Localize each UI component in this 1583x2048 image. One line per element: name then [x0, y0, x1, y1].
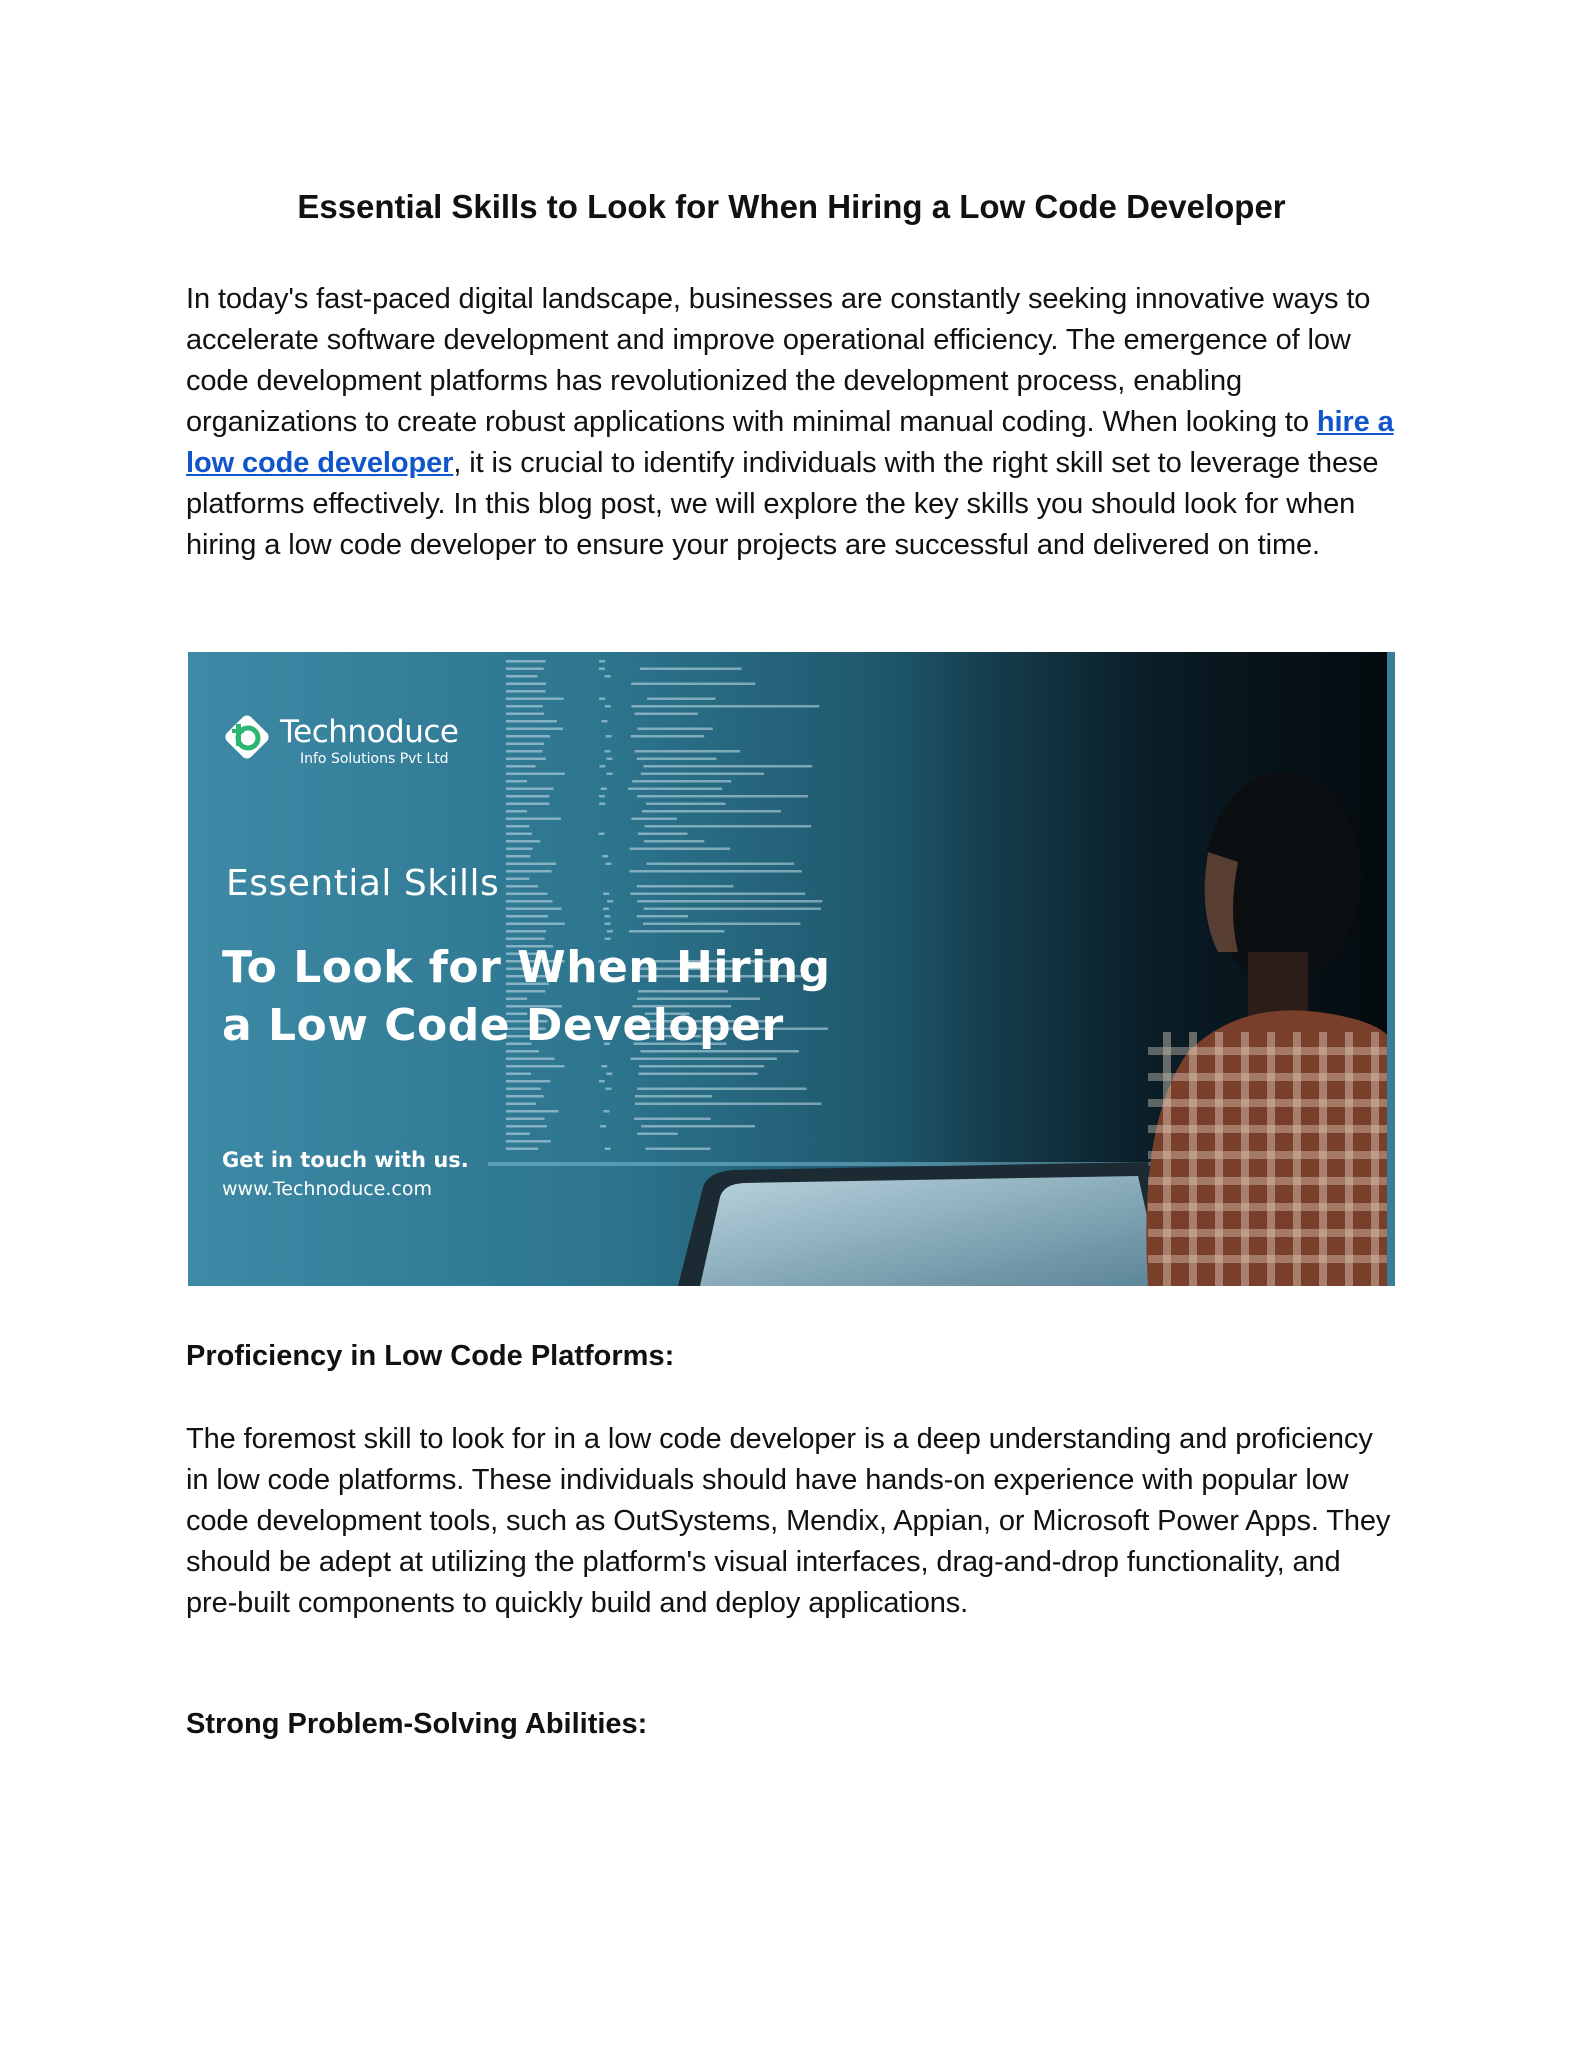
brand-subtitle: Info Solutions Pvt Ltd [300, 751, 449, 767]
section-heading-proficiency: Proficiency in Low Code Platforms: [186, 1340, 675, 1372]
intro-paragraph [186, 279, 1397, 566]
intro-text-before-link: In today's fast-paced digital landscape, businesses are constantly seeking innovative ways to accelerate software development and improve operational efficiency. The emergence of low code development platforms has revolutionized the development process, enabling organizations to create robust applications with minimal manual coding. When looking to [186, 283, 1371, 438]
section-body-proficiency: The foremost skill to look for in a low code developer is a deep understanding and proficiency in low code platforms. These individuals should have hands-on experience with popular low code development tools, such as OutSystems, Mendix, Appian, or Microsoft Power Apps. They should be adept at utilizing the platform's visual interfaces, drag-and-drop functionality, and pre-built components to quickly build and deploy applications. [186, 1423, 1391, 1619]
banner-cta: Get in touch with us. [222, 1148, 469, 1172]
technoduce-logo-icon [222, 712, 272, 762]
banner-headline-line3: a Low Code Developer [222, 1000, 784, 1051]
banner-headline [222, 939, 831, 1055]
banner-headline-line1: Essential Skills [226, 863, 500, 904]
section-heading-problem-solving: Strong Problem-Solving Abilities: [186, 1708, 648, 1740]
brand-name: Technoduce [280, 714, 459, 750]
intro-text-after-link: , it is crucial to identify individuals with the right skill set to leverage these platforms effectively. In this blog post, we will explore the key skills you should look for when hiring a low code developer to ensure your projects are successful and delivered on time. [186, 447, 1379, 561]
banner-url: www.Technoduce.com [222, 1178, 432, 1200]
page-title: Essential Skills to Look for When Hiring a Low Code Developer [297, 188, 1286, 225]
technoduce-logo [222, 712, 482, 782]
banner-headline-line2: To Look for When Hiring [222, 942, 831, 993]
article-banner-image [188, 652, 1395, 1286]
hire-low-code-developer-link[interactable]: hire a low code developer [186, 406, 1394, 479]
